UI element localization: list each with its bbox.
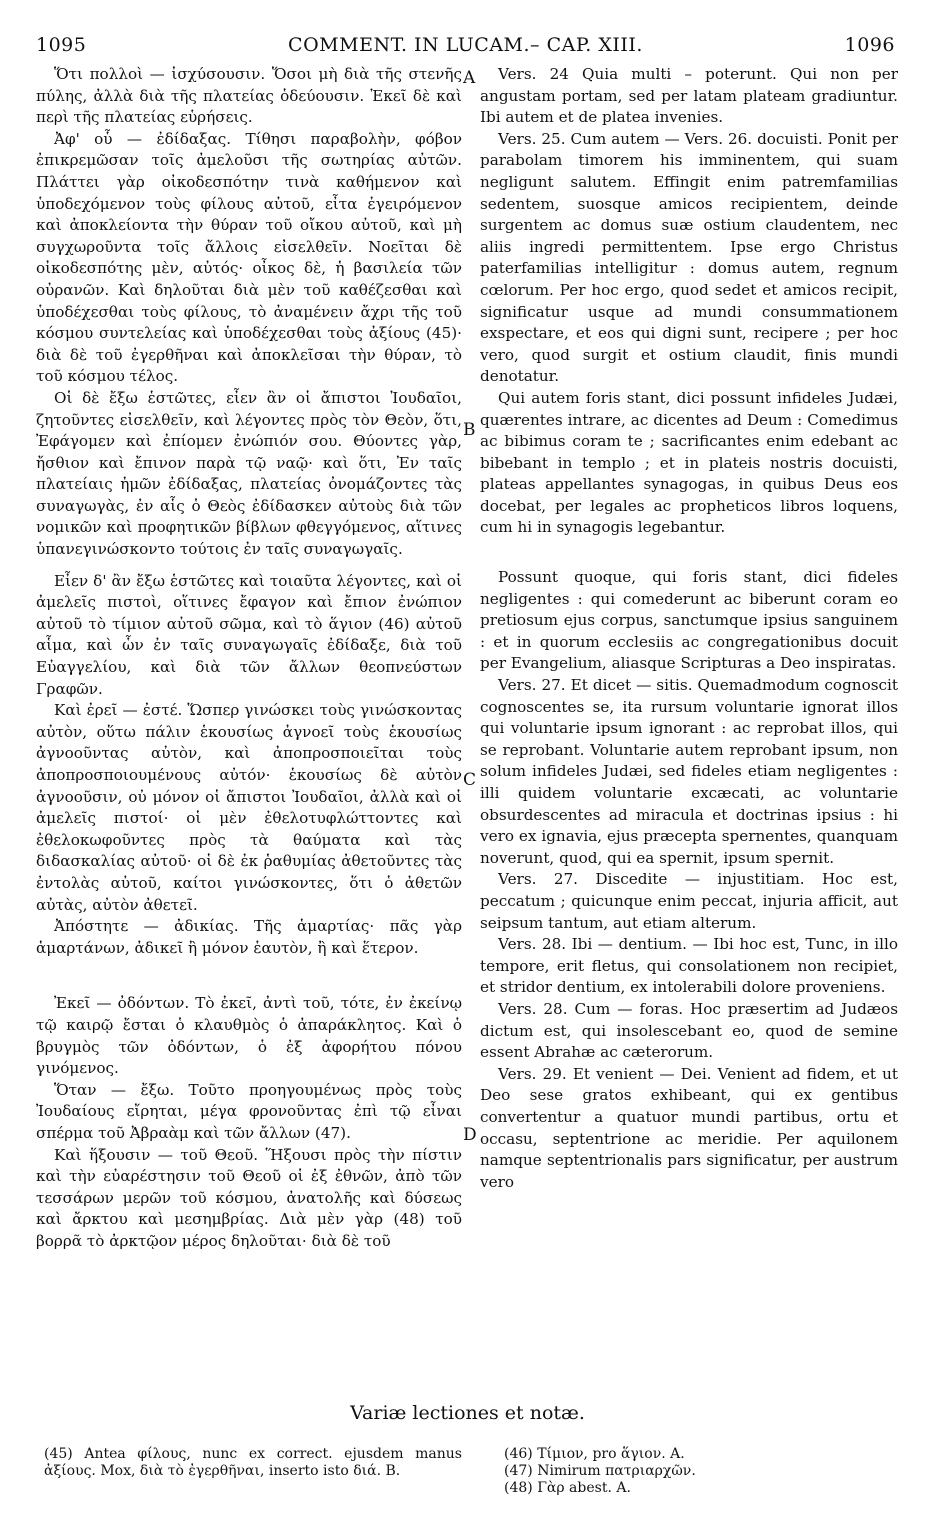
section-marker-b: B: [463, 420, 476, 440]
greek-paragraph: Καὶ ἥξουσιν — τοῦ Θεοῦ. Ἥξουσι πρὸς τὴν πίστιν καὶ τὴν εὐαρέστησιν τοῦ Θεοῦ οἱ ἐξ ἐθνῶν, ἀπὸ τῶν τεσσάρων μερῶν τοῦ κόσμου, ἀνατολῆς καὶ δύσεως καὶ ἄρκτου καὶ μεσημβρίας. Διὰ μὲν γὰρ (48) τοῦ βορρᾶ τὸ ἀρκτῷον μέρος δηλοῦται· διὰ δὲ τοῦ: [36, 1145, 462, 1250]
latin-paragraph: Vers. 29. Et venient — Dei. Venient ad fidem, et ut Deo sese gratos exhibeant, qui ex gentibus convertentur a quatuor mundi partibus, ortu et occasu, septentrione ac meridie. Per aquilonem namque septentrionalis pars significatur, per austrum vero: [480, 1064, 898, 1191]
latin-column: [480, 64, 898, 1193]
section-marker-a: A: [463, 68, 476, 88]
section-marker-c: C: [463, 770, 477, 790]
latin-paragraph: Vers. 27. Discedite — injustitiam. Hoc est, peccatum ; quicunque enim peccat, injuria afficit, aut seipsum tantum, aut etiam alterum.: [480, 870, 898, 932]
latin-paragraph: Vers. 24 Quia multi – poterunt. Qui non per angustam portam, sed per latam plateam gradiuntur. Ibi autem et de platea invenies.: [480, 65, 898, 127]
greek-paragraph: Ὅταν — ἔξω. Τοῦτο προηγουμένως πρὸς τοὺς Ἰουδαίους εἴρηται, μέγα φρονοῦντας ἐπὶ τῷ εἶναι σπέρμα τοῦ Ἀβραὰμ καὶ τῶν ἄλλων (47).: [36, 1080, 462, 1142]
greek-paragraph: Ἀπόστητε — ἀδικίας. Τῆς ἁμαρτίας· πᾶς γὰρ ἁμαρτάνων, ἀδικεῖ ἢ μόνον ἑαυτὸν, ἢ καὶ ἕτερον.: [36, 917, 462, 957]
greek-paragraph: Οἱ δὲ ἔξω ἑστῶτες, εἶεν ἂν οἱ ἄπιστοι Ἰουδαῖοι, ζητοῦντες εἰσελθεῖν, καὶ λέγοντες πρὸς τὸν Θεὸν, ὅτι, Ἐφάγομεν καὶ ἐπίομεν ἐνώπιόν σου. Θύοντες γὰρ, ἤσθιον καὶ ἔπινον παρὰ τῷ ναῷ· καὶ ὅτι, Ἐν ταῖς πλατείαις ἡμῶν ἐδίδαξας, πλατείας ὀνομάζοντες τὰς συναγωγὰς, ἐν αἷς ὁ Θεὸς ἐδίδασκεν αὐτοὺς διὰ τῶν νομικῶν καὶ προφητικῶν βίβλων φθεγγόμενος, αἵτινες ὑπανεγινώσκοντο τούτοις ἐν ταῖς συναγωγαῖς.: [36, 388, 462, 559]
page-header: [36, 34, 895, 60]
section-marker-d: D: [463, 1125, 477, 1145]
footnote: (47) Nimirum πατριαρχῶν.: [504, 1463, 696, 1479]
running-title: COMMENT. IN LUCAM.– CAP. XIII.: [288, 34, 643, 56]
notes-heading: Variæ lectiones et notæ.: [350, 1402, 585, 1424]
footnote: (48) Γὰρ abest. A.: [504, 1480, 631, 1496]
footnotes-right: [504, 1446, 904, 1497]
column-number-right: 1096: [844, 34, 895, 56]
greek-paragraph: Ἐκεῖ — ὀδόντων. Τὸ ἐκεῖ, ἀντὶ τοῦ, τότε, ἐν ἐκείνῳ τῷ καιρῷ ἔσται ὁ κλαυθμὸς ὁ ἀπαράκλητος. Καὶ ὁ βρυγμὸς τῶν ὀδόντων, ὁ ἐξ ἀφορήτου πόνου γινόμενος.: [36, 994, 462, 1078]
latin-paragraph: Vers. 28. Ibi — dentium. — Ibi hoc est, Tunc, in illo tempore, erit fletus, qui consolationem non recipiet, et stridor dentium, ex intolerabili dolore proveniens.: [480, 935, 898, 997]
greek-paragraph: Ὅτι πολλοὶ — ἰσχύσουσιν. Ὅσοι μὴ διὰ τῆς στενῆς πύλης, ἀλλὰ διὰ τῆς πλατείας ὁδεύουσιν. Ἐκεῖ δὲ καὶ περὶ τῆς πλατείας εὑρήσεις.: [36, 65, 462, 127]
greek-column: [36, 64, 462, 1252]
greek-paragraph: Καὶ ἐρεῖ — ἐστέ. Ὥσπερ γινώσκει τοὺς γινώσκοντας αὐτὸν, οὕτω πάλιν ἑκουσίως ἀγνοεῖ τοὺς ἑκουσίως ἀγνοοῦντας αὐτὸν, καὶ ἀποπροσποιεῖται τοὺς ἀποπροσποιουμένους αὐτόν· ἑκουσίως δὲ αὐτὸν ἀγνοοῦσιν, οὐ μόνον οἱ ἄπιστοι Ἰουδαῖοι, ἀλλὰ καὶ οἱ ἀμελεῖς πιστοί· οἱ μὲν ἐθελοτυφλώττοντες καὶ ἐθελοκωφοῦντες πρὸς τὰ θαύματα καὶ τὰς διδασκαλίας αὐτοῦ· οἱ δὲ ἐκ ῥαθυμίας ἀθετοῦντες τὰς ἐντολὰς αὐτοῦ, καίτοι γινώσκοντες, ὅτι ὁ ἀθετῶν αὐτὰς, αὐτὸν ἀθετεῖ.: [36, 701, 462, 914]
latin-paragraph: Vers. 27. Et dicet — sitis. Quemadmodum cognoscit cognoscentes se, ita rursum voluntarie ignorat illos qui voluntarie ipsum ignorant : ac reprobat illos, qui se reprobant. Voluntarie autem reprobant ipsum, non solum infideles Judæi, sed fideles etiam negligentes : illi quidem voluntarie excæcati, ac voluntarie obsurdescentes ad miracula et doctrinas ipsius : hi vero ex ignavia, ejus præcepta spernentes, quanquam noverunt, quod, qui ea spernit, ipsum spernit.: [480, 676, 898, 867]
greek-paragraph: Εἶεν δ' ἂν ἔξω ἑστῶτες καὶ τοιαῦτα λέγοντες, καὶ οἱ ἀμελεῖς πιστοὶ, οἵτινες ἔφαγον καὶ ἔπιον ἐνώπιον αὐτοῦ τὸ τίμιον αὐτοῦ σῶμα, καὶ τὸ ἅγιον (46) αὐτοῦ αἷμα, καὶ ὧν ἐν ταῖς συναγωγαῖς ἐδίδαξε, διὰ τοῦ Εὐαγγελίου, καὶ διὰ τῶν ἄλλων θεοπνεύστων Γραφῶν.: [36, 571, 462, 698]
latin-paragraph: Vers. 28. Cum — foras. Hoc præsertim ad Judæos dictum est, qui insolescebant eo, quod de semine essent Abrahæ ac cæterorum.: [480, 999, 898, 1062]
footnotes-left: [44, 1446, 462, 1480]
latin-paragraph: Vers. 25. Cum autem — Vers. 26. docuisti. Ponit per parabolam timorem his imminentem, qui suam negligunt salutem. Effingit enim patremfamilias sedentem, suosque amicos recipientem, deinde surgentem ac domus suæ ostium claudentem, nec aliis ingredi permittentem. Ipse ergo Christus paterfamilias intelligitur : domus autem, regnum cœlorum. Per hoc ergo, quod sedet et amicos recipit, significatur usque ad mundi consummationem exspectare, et eos qui digni sunt, recipere ; per hoc vero, quod surgit et ostium claudit, finis mundi denotatur.: [480, 129, 898, 386]
greek-paragraph: Ἀφ' οὗ — ἐδίδαξας. Τίθησι παραβολὴν, φόβον ἐπικρεμῶσαν τοῖς ἀμελοῦσι τῆς σωτηρίας αὐτῶν. Πλάττει γὰρ οἰκοδεσπότην τινὰ καθήμενον καὶ ὑποδεχόμενον τοὺς φίλους αὐτοῦ, εἶτα ἐγειρόμενον καὶ ἀποκλείοντα τὴν θύραν τοῦ οἴκου αὐτοῦ, καὶ μὴ συγχωροῦντα τοῖς ἄλλοις εἰσελθεῖν. Νοεῖται δὲ οἰκοδεσπότης μὲν, αὐτός· οἶκος δὲ, ἡ βασιλεία τῶν οὐρανῶν. Καὶ δηλοῦται διὰ μὲν τοῦ καθέζεσθαι καὶ ὑποδέχεσθαι τοὺς φίλους, τὸ ἀναμένειν ἄχρι τῆς τοῦ κόσμου συντελείας καὶ ὑποδέχεσθαι τοὺς ἀξίους (45)· διὰ δὲ τοῦ ἐγερθῆναι καὶ ἀποκλεῖσαι τὴν θύραν, τὸ τοῦ κόσμου τέλος.: [36, 129, 462, 386]
footnote: (46) Τίμιον, pro ἅγιον. A.: [504, 1446, 685, 1462]
column-number-left: 1095: [36, 34, 87, 56]
latin-paragraph: Qui autem foris stant, dici possunt infideles Judæi, quærentes intrare, ac dicentes ad Deum : Comedimus ac bibimus coram te ; sacrificantes enim edebant ac bibebant in templo ; et in plateis nostris docuisti, plateas appellantes synagogas, in quibus Deus eos docebat, per legales ac propheticos libros loquens, cum hi in synagogis legebantur.: [480, 388, 898, 537]
footnote: (45) Antea φίλους, nunc ex correct. ejusdem manus ἀξίους. Mox, διὰ τὸ ἐγερθῆναι, inserto isto διά. B.: [44, 1446, 462, 1479]
latin-paragraph: Possunt quoque, qui foris stant, dici fideles negligentes : qui comederunt ac biberunt coram eo pretiosum ejus corpus, sanctumque ipsius sanguinem : et in quorum ecclesiis ac congregationibus docuit per Evangelium, aliasque Scripturas a Deo inspiratas.: [480, 568, 898, 673]
